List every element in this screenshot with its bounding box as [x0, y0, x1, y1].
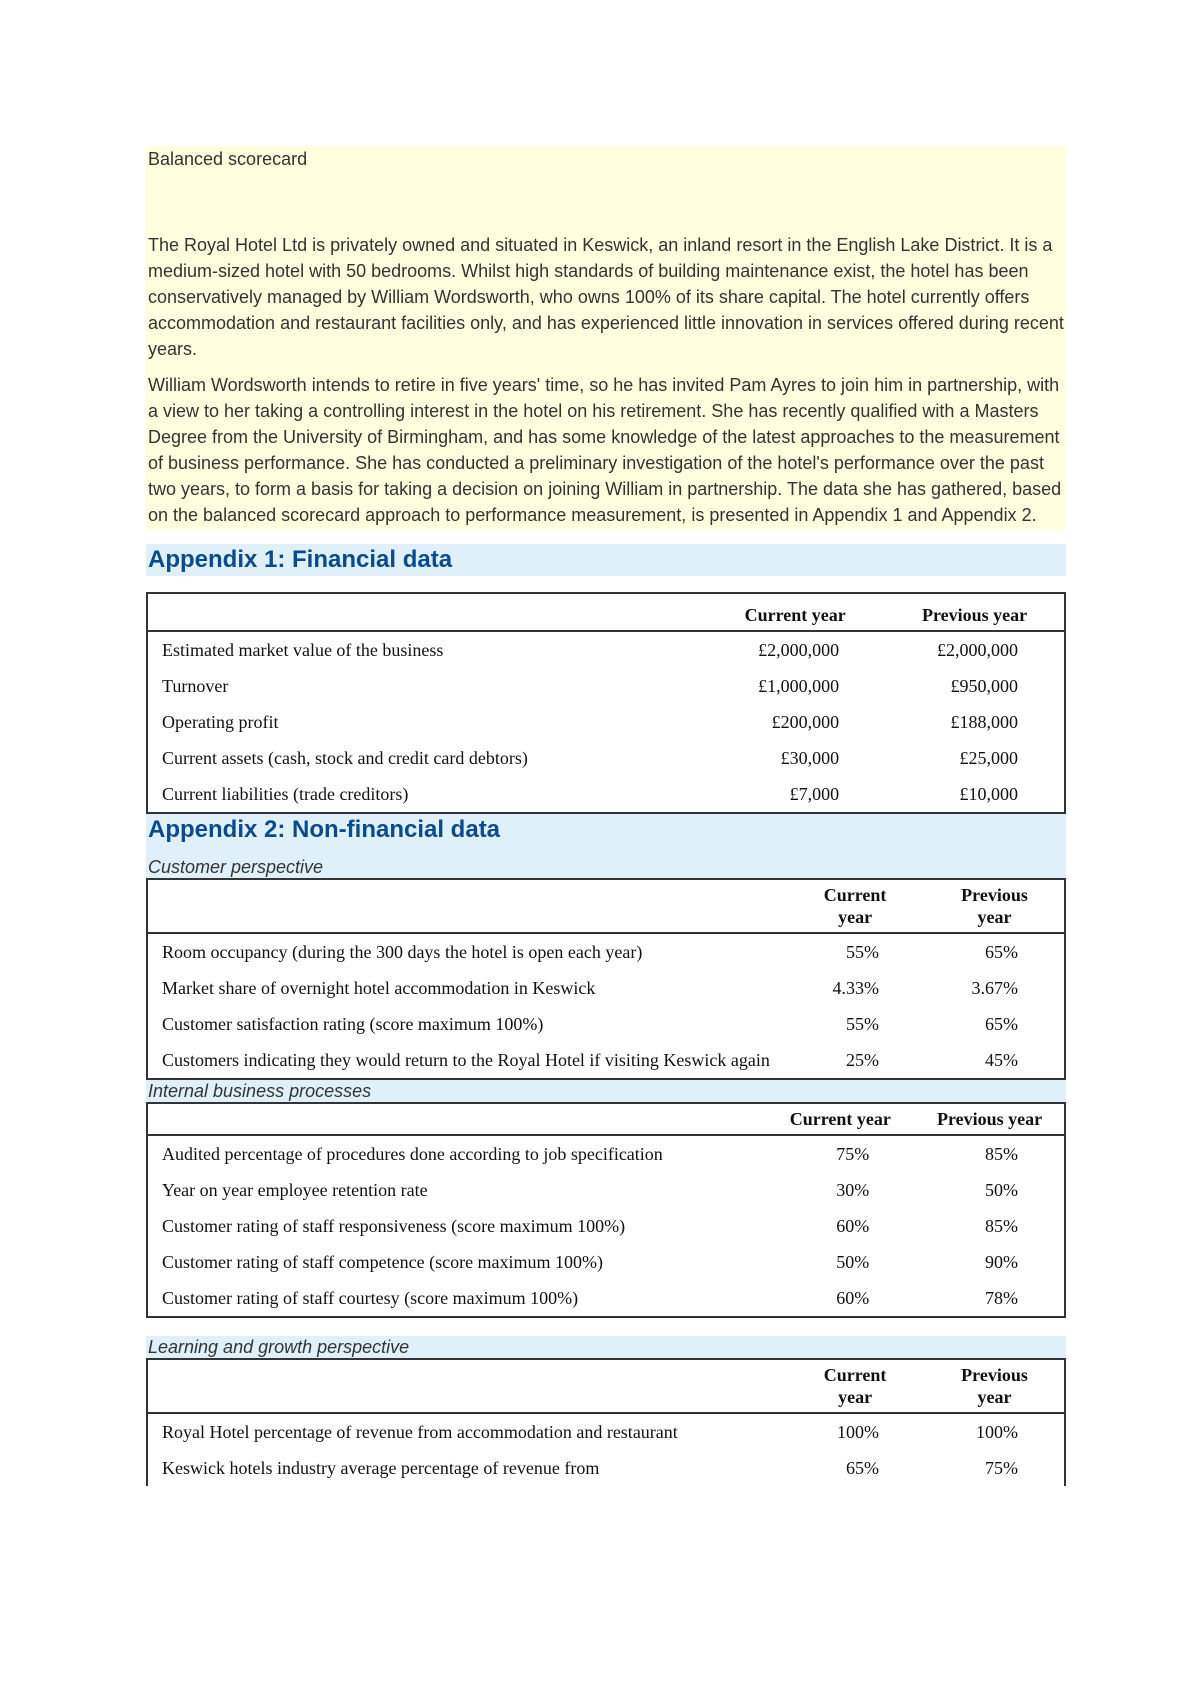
- row-label: Customer rating of staff courtesy (score maximum 100%): [162, 1288, 579, 1308]
- table-header-row: [147, 879, 1065, 933]
- previous-value: £25,000: [959, 748, 1018, 768]
- table-row: [147, 668, 1065, 704]
- table-row: [147, 740, 1065, 776]
- row-label: Audited percentage of procedures done according to job specification: [162, 1144, 663, 1164]
- current-value: 65%: [846, 1458, 880, 1478]
- appendix2-heading: Appendix 2: Non-financial data: [146, 814, 1066, 846]
- intro-section: [146, 146, 1066, 530]
- table-row: [147, 1280, 1065, 1317]
- current-value: £30,000: [780, 748, 840, 768]
- appendix1-heading: Appendix 1: Financial data: [146, 544, 1066, 576]
- previous-value: £2,000,000: [937, 640, 1018, 660]
- current-value: 60%: [836, 1288, 870, 1308]
- current-value: £7,000: [789, 784, 840, 804]
- previous-value: £950,000: [950, 676, 1018, 696]
- previous-value: 65%: [985, 1014, 1018, 1034]
- previous-value: 90%: [985, 1252, 1018, 1272]
- row-label: Keswick hotels industry average percentage of revenue from: [162, 1458, 600, 1478]
- intro-paragraph-2: William Wordsworth intends to retire in five years' time, so he has invited Pam Ayres to join him in partnership, with a view to her taking a controlling interest in the hotel on his retirement. She has recently qualified with a Masters Degree from the University of Birmingham, and has some knowledge of the latest approaches to the measurement of business performance. She has conducted a preliminary investigation of the hotel's performance over the past two years, to form a basis for taking a decision on joining William in partnership. The data she has gathered, based on the balanced scorecard approach to performance measurement, is presented in Appendix 1 and Appendix 2.: [148, 375, 1062, 525]
- previous-value: 78%: [985, 1288, 1018, 1308]
- current-value: 25%: [846, 1050, 880, 1070]
- table-header-row: [147, 593, 1065, 631]
- learning-growth-subheading: Learning and growth perspective: [146, 1336, 1066, 1358]
- previous-value: 3.67%: [971, 978, 1018, 998]
- previous-value: £188,000: [950, 712, 1018, 732]
- header-current-year: Current year: [705, 593, 885, 631]
- header-blank: [147, 1103, 765, 1135]
- current-value: £1,000,000: [758, 676, 840, 696]
- customer-perspective-table: [146, 878, 1066, 1080]
- current-value: 75%: [836, 1144, 870, 1164]
- row-label: Market share of overnight hotel accommodation in Keswick: [162, 978, 596, 998]
- appendix2-section: [146, 814, 1066, 878]
- header-current-year: Current year: [765, 1103, 915, 1135]
- header-previous-year: Previous year: [885, 593, 1065, 631]
- previous-value: 75%: [985, 1458, 1018, 1478]
- previous-value: 45%: [985, 1050, 1018, 1070]
- previous-value: 50%: [985, 1180, 1018, 1200]
- current-value: 55%: [846, 1014, 880, 1034]
- internal-processes-table: [146, 1102, 1066, 1318]
- current-value: 60%: [836, 1216, 870, 1236]
- row-label: Estimated market value of the business: [162, 640, 444, 660]
- header-current-year: Current year: [785, 879, 925, 933]
- header-previous-year: Previous year: [925, 1359, 1065, 1413]
- previous-value: 100%: [976, 1422, 1018, 1442]
- internal-processes-subheading: Internal business processes: [146, 1080, 1066, 1102]
- row-label: Operating profit: [162, 712, 279, 732]
- previous-value: 85%: [985, 1144, 1018, 1164]
- table-row: [147, 1172, 1065, 1208]
- table-row: [147, 1244, 1065, 1280]
- current-value: 100%: [837, 1422, 880, 1442]
- learning-growth-table: [146, 1358, 1066, 1486]
- current-value: 4.33%: [832, 978, 880, 998]
- previous-value: 65%: [985, 942, 1018, 962]
- previous-value: £10,000: [959, 784, 1018, 804]
- table-row: [147, 1006, 1065, 1042]
- header-blank: [147, 593, 705, 631]
- row-label: Turnover: [162, 676, 229, 696]
- document-title: Balanced scorecard: [148, 149, 308, 169]
- row-label: Current liabilities (trade creditors): [162, 784, 409, 804]
- row-label: Customer rating of staff competence (score maximum 100%): [162, 1252, 604, 1272]
- table-row: [147, 1413, 1065, 1450]
- row-label: Customer rating of staff responsiveness (score maximum 100%): [162, 1216, 626, 1236]
- table-header-row: [147, 1359, 1065, 1413]
- current-value: £2,000,000: [758, 640, 840, 660]
- header-previous-year: Previous year: [925, 879, 1065, 933]
- intro-paragraph-1: The Royal Hotel Ltd is privately owned and situated in Keswick, an inland resort in the English Lake District. It is a medium-sized hotel with 50 bedrooms. Whilst high standards of building maintenance exist, the hotel has been conservatively managed by William Wordsworth, who owns 100% of its share capital. The hotel currently offers accommodation and restaurant facilities only, and has experienced little innovation in services offered during recent years.: [148, 235, 1064, 359]
- row-label: Customers indicating they would return to the Royal Hotel if visiting Keswick again: [162, 1050, 770, 1070]
- row-label: Year on year employee retention rate: [162, 1180, 428, 1200]
- table-row: [147, 933, 1065, 970]
- row-label: Room occupancy (during the 300 days the hotel is open each year): [162, 942, 643, 962]
- current-value: 30%: [836, 1180, 870, 1200]
- spacer: [146, 846, 1066, 856]
- current-value: 55%: [846, 942, 880, 962]
- table-header-row: [147, 1103, 1065, 1135]
- document-page: [146, 146, 1066, 1486]
- customer-perspective-subheading: Customer perspective: [146, 856, 1066, 878]
- current-value: £200,000: [771, 712, 840, 732]
- current-value: 50%: [836, 1252, 870, 1272]
- previous-value: 85%: [985, 1216, 1018, 1236]
- header-blank: [147, 879, 785, 933]
- row-label: Current assets (cash, stock and credit card debtors): [162, 748, 528, 768]
- spacer: [146, 1318, 1066, 1336]
- header-previous-year: Previous year: [915, 1103, 1065, 1135]
- financial-data-table: [146, 592, 1066, 814]
- table-row: [147, 1208, 1065, 1244]
- table-row: [147, 776, 1065, 813]
- table-row: [147, 631, 1065, 668]
- row-label: Royal Hotel percentage of revenue from accommodation and restaurant: [162, 1422, 678, 1442]
- table-row: [147, 1042, 1065, 1079]
- table-row: [147, 1450, 1065, 1486]
- row-label: Customer satisfaction rating (score maximum 100%): [162, 1014, 544, 1034]
- table-row: [147, 970, 1065, 1006]
- table-row: [147, 1135, 1065, 1172]
- table-row: [147, 704, 1065, 740]
- header-current-year: Current year: [785, 1359, 925, 1413]
- header-blank: [147, 1359, 785, 1413]
